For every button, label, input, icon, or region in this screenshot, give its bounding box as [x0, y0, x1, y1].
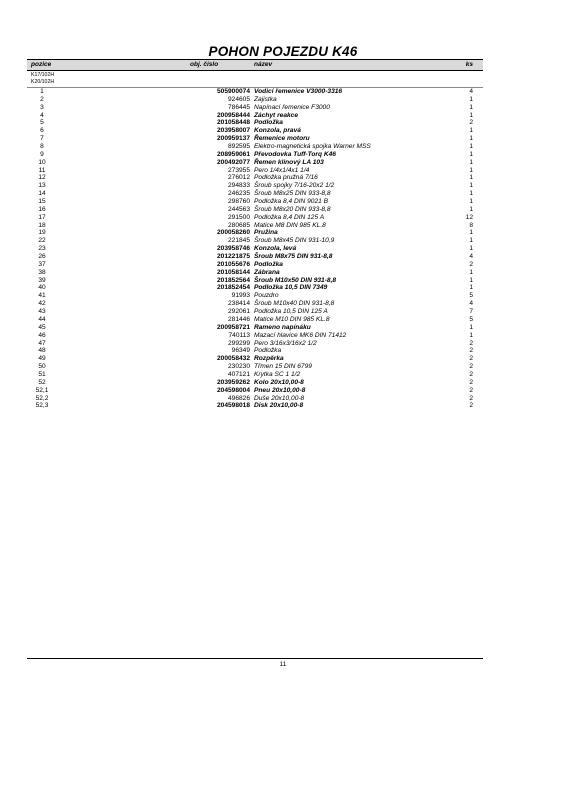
obj-cislo-cell: 505900074	[216, 88, 250, 95]
pozice-cell: 39	[38, 276, 46, 284]
ks-cell: 1	[469, 198, 473, 206]
nazev-cell: Šroub M8x20 DIN 933-8,8	[254, 205, 331, 213]
table-row	[27, 143, 483, 151]
pozice-cell: 11	[38, 166, 46, 174]
obj-cislo-cell: 299299	[227, 339, 250, 347]
table-row	[27, 96, 483, 104]
nazev-cell: Rozpěrka	[254, 355, 284, 363]
obj-cislo-cell: 203959262	[216, 378, 250, 386]
pozice-cell: 6	[40, 127, 44, 135]
obj-cislo-cell: 298760	[227, 198, 250, 206]
nazev-cell: Řemenice motoru	[254, 135, 310, 143]
table-row	[27, 159, 483, 167]
pozice-cell: 47	[38, 339, 46, 347]
obj-cislo-cell: 201055676	[216, 260, 250, 268]
nazev-cell: Šroub M8x25 DIN 933-8,8	[254, 190, 331, 198]
nazev-cell: Šroub M8x75 DIN 931-8,8	[254, 253, 333, 261]
model-label: K17/102H	[31, 72, 55, 78]
pozice-cell: 23	[38, 245, 46, 253]
pozice-cell: 37	[38, 260, 46, 268]
table-row	[27, 245, 483, 253]
obj-cislo-cell: 291500	[227, 213, 250, 221]
pozice-cell: 38	[38, 268, 46, 276]
obj-cislo-cell: 201852454	[216, 284, 250, 292]
pozice-cell: 50	[38, 363, 46, 371]
obj-cislo-cell: 200058260	[216, 229, 250, 237]
nazev-cell: Matice M8 DIN 985 KL.8	[254, 221, 326, 229]
table-row	[27, 308, 483, 316]
table-row	[27, 347, 483, 355]
obj-cislo-cell: 91993	[231, 292, 250, 300]
table-row	[27, 395, 483, 403]
nazev-cell: Napínací řemenice F3000	[254, 103, 330, 111]
obj-cislo-cell: 201058144	[216, 268, 250, 276]
table-row	[27, 332, 483, 340]
ks-cell: 1	[469, 323, 473, 331]
obj-cislo-cell: 230230	[227, 363, 250, 371]
nazev-cell: Převodovka Tuff-Torq K46	[254, 150, 336, 158]
nazev-cell: Podložka 8,4 DIN 9021 B	[254, 198, 329, 206]
ks-cell: 1	[469, 111, 473, 119]
obj-cislo-cell: 786445	[227, 103, 250, 111]
nazev-cell: Pero 1/4x1/4x1 1/4	[254, 166, 310, 174]
nazev-cell: Pneu 20x10,00-8	[254, 386, 306, 394]
obj-cislo-cell: 281446	[227, 315, 250, 323]
obj-cislo-cell: 238414	[227, 300, 250, 308]
table-row	[27, 277, 483, 285]
nazev-cell: Disk 20x10,00-8	[254, 402, 304, 410]
ks-cell: 1	[469, 284, 473, 292]
ks-cell: 1	[469, 331, 473, 339]
table-row	[27, 269, 483, 277]
pozice-cell: 1	[40, 88, 44, 95]
header-bottom-rule	[27, 70, 483, 71]
table-header	[27, 60, 483, 70]
obj-cislo-cell: 201221875	[216, 253, 250, 261]
nazev-cell: Podložka pružná 7/16	[254, 174, 318, 182]
table-row	[27, 127, 483, 135]
obj-cislo-cell: 96349	[231, 347, 250, 355]
pozice-cell: 15	[38, 198, 46, 206]
obj-cislo-cell: 201058448	[216, 119, 250, 127]
table-row	[27, 198, 483, 206]
pozice-cell: 48	[38, 347, 46, 355]
obj-cislo-cell: 273955	[227, 166, 250, 174]
nazev-cell: Mazací hlavice MK6 DIN 71412	[254, 331, 347, 339]
obj-cislo-cell: 204598004	[216, 386, 250, 394]
nazev-cell: Třmen 15 DIN 6799	[254, 363, 312, 371]
table-row	[27, 284, 483, 292]
nazev-cell: Šroub M10x50 DIN 931-8,8	[254, 276, 337, 284]
obj-cislo-cell: 200959137	[216, 135, 250, 143]
ks-cell: 1	[469, 95, 473, 103]
table-row	[27, 324, 483, 332]
ks-cell: 4	[469, 300, 473, 308]
ks-cell: 2	[469, 363, 473, 371]
nazev-cell: Kolo 20x10,00-8	[254, 378, 304, 386]
pozice-cell: 4	[40, 111, 44, 119]
nazev-cell: Konzola, levá	[254, 245, 297, 253]
ks-cell: 4	[469, 88, 473, 95]
ks-cell: 1	[469, 103, 473, 111]
nazev-cell: Krytka SC 1 1/2	[254, 370, 301, 378]
table-row	[27, 135, 483, 143]
obj-cislo-cell: 204598018	[216, 402, 250, 410]
obj-cislo-cell: 496826	[227, 394, 250, 402]
pozice-cell: 40	[38, 284, 46, 292]
ks-cell: 2	[469, 355, 473, 363]
ks-cell: 1	[469, 143, 473, 151]
pozice-cell: 18	[38, 221, 46, 229]
nazev-cell: Vodicí řemenice V3000-3316	[254, 88, 343, 95]
ks-cell: 2	[469, 386, 473, 394]
pozice-cell: 3	[40, 103, 44, 111]
table-row	[27, 237, 483, 245]
obj-cislo-cell: 892595	[227, 143, 250, 151]
nazev-cell: Řemen klinový LA 103	[254, 158, 324, 166]
table-row	[27, 104, 483, 112]
ks-cell: 1	[469, 158, 473, 166]
obj-cislo-cell: 280685	[227, 221, 250, 229]
pozice-cell: 26	[38, 253, 46, 261]
table-row	[27, 253, 483, 261]
obj-cislo-cell: 244563	[227, 205, 250, 213]
pozice-cell: 9	[40, 150, 44, 158]
table-row	[27, 151, 483, 159]
pozice-cell: 49	[38, 355, 46, 363]
ks-cell: 2	[469, 378, 473, 386]
pozice-cell: 22	[38, 237, 46, 245]
header-pozice: pozice	[31, 61, 52, 68]
pozice-cell: 51	[38, 370, 46, 378]
pozice-cell: 52,3	[35, 402, 49, 410]
nazev-cell: Podložka	[254, 347, 282, 355]
obj-cislo-cell: 200958721	[216, 323, 250, 331]
obj-cislo-cell: 292061	[227, 308, 250, 316]
ks-cell: 4	[469, 253, 473, 261]
table-row	[27, 387, 483, 395]
nazev-cell: Zajistka	[254, 95, 277, 103]
pozice-cell: 2	[40, 95, 44, 103]
table-row	[27, 119, 483, 127]
nazev-cell: Šroub spojky 7/16-20x2 1/2	[254, 182, 335, 190]
obj-cislo-cell: 200492077	[216, 158, 250, 166]
ks-cell: 1	[469, 245, 473, 253]
pozice-cell: 52	[38, 378, 46, 386]
ks-cell: 1	[469, 205, 473, 213]
table-row	[27, 340, 483, 348]
pozice-cell: 8	[40, 143, 44, 151]
nazev-cell: Záchyt reakce	[254, 111, 298, 119]
obj-cislo-cell: 203958746	[216, 245, 250, 253]
nazev-cell: Podložka 10,5 DIN 125 A	[254, 308, 328, 316]
table-row	[27, 363, 483, 371]
obj-cislo-cell: 924605	[227, 95, 250, 103]
nazev-cell: Duše 20x10,00-8	[254, 394, 305, 402]
ks-cell: 8	[469, 221, 473, 229]
ks-cell: 1	[469, 182, 473, 190]
pozice-cell: 52,1	[35, 386, 49, 394]
table-row	[27, 88, 483, 96]
table-row	[27, 379, 483, 387]
table-row	[27, 222, 483, 230]
ks-cell: 2	[469, 119, 473, 127]
nazev-cell: Elektro-magnetická spojka Warner MSS	[254, 143, 371, 151]
ks-cell: 1	[469, 166, 473, 174]
pozice-cell: 5	[40, 119, 44, 127]
page-title: POHON POJEZDU K46	[208, 44, 358, 59]
table-row	[27, 167, 483, 175]
ks-cell: 2	[469, 370, 473, 378]
pozice-cell: 43	[38, 308, 46, 316]
page-number: 11	[279, 661, 287, 668]
nazev-cell: Šroub M8x45 DIN 931-10,9	[254, 237, 335, 245]
table-row	[27, 371, 483, 379]
table-row	[27, 182, 483, 190]
ks-cell: 2	[469, 402, 473, 410]
table-row	[27, 261, 483, 269]
obj-cislo-cell: 294833	[227, 182, 250, 190]
pozice-cell: 10	[38, 158, 46, 166]
nazev-cell: Konzola, pravá	[254, 127, 301, 135]
pozice-cell: 42	[38, 300, 46, 308]
table-row	[27, 300, 483, 308]
pozice-cell: 14	[38, 190, 46, 198]
nazev-cell: Podložka 8,4 DIN 125 A	[254, 213, 325, 221]
table-row	[27, 316, 483, 324]
obj-cislo-cell: 208959061	[216, 150, 250, 158]
ks-cell: 2	[469, 347, 473, 355]
nazev-cell: Pouzdro	[254, 292, 279, 300]
table-row	[27, 402, 483, 410]
pozice-cell: 45	[38, 323, 46, 331]
ks-cell: 1	[469, 229, 473, 237]
pozice-cell: 41	[38, 292, 46, 300]
table-row	[27, 112, 483, 120]
pozice-cell: 16	[38, 205, 46, 213]
table-row	[27, 214, 483, 222]
footer-rule	[27, 658, 483, 659]
obj-cislo-cell: 200058432	[216, 355, 250, 363]
ks-cell: 5	[469, 315, 473, 323]
table-row	[27, 190, 483, 198]
nazev-cell: Podložka 10,5 DIN 7349	[254, 284, 328, 292]
pozice-cell: 7	[40, 135, 44, 143]
obj-cislo-cell: 203958007	[216, 127, 250, 135]
ks-cell: 1	[469, 135, 473, 143]
nazev-cell: Zábrana	[254, 268, 280, 276]
pozice-cell: 17	[38, 213, 46, 221]
ks-cell: 7	[469, 308, 473, 316]
ks-cell: 2	[469, 260, 473, 268]
parts-table	[27, 88, 483, 410]
nazev-cell: Šroub M10x40 DIN 931-8,8	[254, 300, 335, 308]
obj-cislo-cell: 200958444	[216, 111, 250, 119]
nazev-cell: Podložka	[254, 260, 283, 268]
obj-cislo-cell: 221845	[227, 237, 250, 245]
model-label: K20/102H	[31, 79, 55, 85]
nazev-cell: Podložka	[254, 119, 283, 127]
ks-cell: 1	[469, 174, 473, 182]
pozice-cell: 52,2	[35, 394, 49, 402]
obj-cislo-cell: 407121	[227, 370, 250, 378]
header-nazev: název	[254, 61, 273, 68]
ks-cell: 1	[469, 237, 473, 245]
nazev-cell: Pružina	[254, 229, 278, 237]
pozice-cell: 19	[38, 229, 46, 237]
ks-cell: 2	[469, 339, 473, 347]
nazev-cell: Pero 3/16x3/16x2 1/2	[254, 339, 317, 347]
header-obj-cislo: obj. číslo	[190, 61, 219, 68]
nazev-cell: Matice M10 DIN 985 KL.8	[254, 315, 330, 323]
ks-cell: 12	[465, 213, 473, 221]
pozice-cell: 12	[38, 174, 46, 182]
pozice-cell: 46	[38, 331, 46, 339]
ks-cell: 5	[469, 292, 473, 300]
obj-cislo-cell: 246235	[227, 190, 250, 198]
obj-cislo-cell: 276012	[227, 174, 250, 182]
obj-cislo-cell: 740113	[228, 331, 250, 339]
table-row	[27, 206, 483, 214]
header-ks: ks	[465, 61, 473, 68]
ks-cell: 1	[469, 268, 473, 276]
ks-cell: 1	[469, 276, 473, 284]
pozice-cell: 13	[38, 182, 46, 190]
obj-cislo-cell: 201852564	[216, 276, 250, 284]
ks-cell: 2	[469, 394, 473, 402]
ks-cell: 1	[469, 150, 473, 158]
nazev-cell: Rameno napínáku	[254, 323, 311, 331]
table-row	[27, 355, 483, 363]
ks-cell: 1	[469, 190, 473, 198]
pozice-cell: 44	[38, 315, 46, 323]
ks-cell: 1	[469, 127, 473, 135]
